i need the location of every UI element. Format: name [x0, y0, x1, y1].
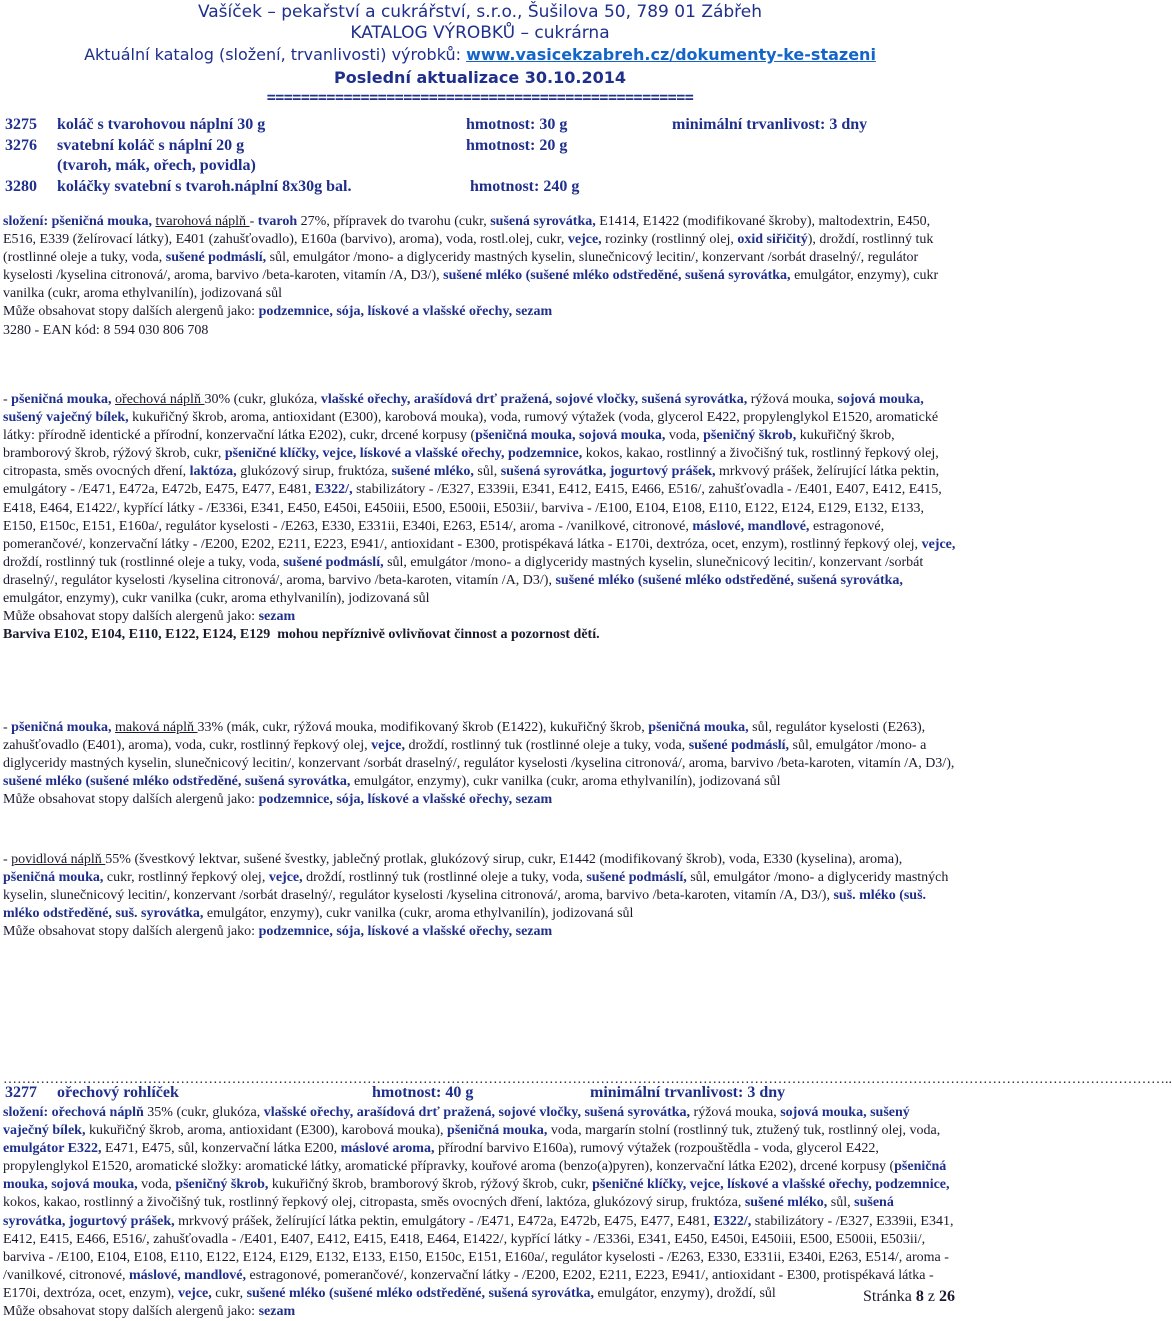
page-label: Stránka — [863, 1288, 916, 1305]
composition-3277: složení: ořechová náplň 35% (cukr, glukóza, vlašské ořechy, arašídová drť pražená, sojové vločky, sušená syrovátka, rýžová mouka, sojová mouka, sušený vaječný bílek, kukuřičný škrob, aroma, antioxidant (E300), karobová mouka), pšeničná mouka, voda, margarín stolní (rostlinný tuk, ztužený tuk, rostlinný olej, voda, emulgátor E322, E471, E475, sůl, konzervační látka E200, máslové aroma, přírodní barvivo E160a), rumový výtažek (rozpouštědla - voda, glycerol E422, propylenglykol E1520, aromatické složky: aromatické látky, aromatické přípravky, kouřové aroma (benzo(a)pyren), konzervační látka E202), drcené korpusy (pšeničná mouka, sojová mouka, voda, pšeničný škrob, kukuřičný škrob, bramborový škrob, rýžový škrob, cukr, pšeničné klíčky, vejce, lískové a vlašské ořechy, podzemnice, kokos, kakao, rostlinný a živočišný tuk, rostlinný řepkový olej, citropasta, směs ovocných dření, laktóza, glukózový sirup, fruktóza, sušené mléko, sůl, sušená syrovátka, jogurtový prášek, mrkvový prášek, želírující látka pektin, emulgátory - /E471, E472a, E472b, E475, E477, E481, E322/, stabilizátory - /E327, E339ii, E341, E412, E415, E466, E516/, zahušťovadla - /E401, E407, E412, E415, E418, E464, E1422/, kypřící látky - /E336i, E341, E450, E450i, E450iii, E500, E500ii, E503ii/, barviva - /E100, E104, E108, E110, E122, E124, E129, E132, E133, E150, E150c, E151, E160a/, regulátor kyselosti - /E263, E330, E331ii, E340i, E263, E514/, aroma - /vanilkové, citronové, máslové, mandlové, estragonové, pomerančové/, konzervační látky - /E200, E202, E211, E223, E941/, antioxidant - E300, protispékavá látka - E170i, dextróza, ocet, enzym), vejce, cukr, sušené mléko (sušené mléko odstředěné, sušená syrovátka, emulgátor, enzymy), droždí, sůl Může obsahovat stopy dalších alergenů jako: sezam — [3, 1105, 954, 1320]
composition-plum-filling: - povidlová náplň 55% (švestkový lektvar, sušené švestky, jablečný protlak, glukózový sirup, cukr, E1442 (modifikovaný škrob), voda, E330 (kyselina), aroma), pšeničná mouka, cukr, rostlinný řepkový olej, vejce, droždí, rostlinný tuk (rostlinné oleje a tuky, voda, sušené podmáslí, sůl, emulgátor /mono- a diglyceridy mastných kyselin, slunečnicový lecitin/, konzervant /sorbát draselný/, regulátor kyselosti /kyselina citronová/, aroma, barvivo /beta-karoten, vitamín /A, D3/), suš. mléko (suš. mléko odstředěné, suš. syrovátka, emulgátor, enzymy), cukr vanilka (cukr, aroma ethylvanilín), jodizovaná sůl Může obsahovat stopy dalších alergenů jako: podzemnice, sója, lískové a vlašské ořechy, sezam — [3, 852, 949, 940]
last-update: Poslední aktualizace 30.10.2014 — [334, 68, 626, 87]
catalog-title: KATALOG VÝROBKŮ – cukrárna — [350, 23, 610, 43]
company-header: Vašíček – pekařství a cukrářství, s.r.o., Šušilova 50, 789 01 Zábřeh — [197, 2, 763, 22]
product-shelf-3275: minimální trvanlivost: 3 dny — [672, 116, 868, 133]
product-weight-3276: hmotnost: 20 g — [466, 137, 568, 154]
product-code-3275: 3275 — [5, 116, 37, 133]
ean-code: 3280 - EAN kód: 8 594 030 806 708 — [3, 322, 209, 338]
page-number — [863, 1288, 955, 1306]
composition-3280: složení: pšeničná mouka, tvarohová náplň - tvaroh 27%, přípravek do tvarohu (cukr, sušená syrovátka, E1414, E1422 (modifikované škroby), maltodextrin, E450, E516, E339 (želírovací látky), E401 (zahušťovadlo), E160a (barvivo), aroma), voda, rostl.olej, cukr, vejce, rozinky (rostlinný olej, oxid siřičitý), droždí, rostlinný tuk (rostlinné oleje a tuky, voda, sušené podmáslí, sůl, emulgátor /mono- a diglyceridy mastných kyselin, slunečnicový lecitin/, konzervant /sorbát draselný/, regulátor kyselosti /kyselina citronová/, aroma, barvivo /beta-karoten, vitamín /A, D3/), sušené mléko (sušené mléko odstředěné, sušená syrovátka, emulgátor, enzymy), cukr vanilka (cukr, aroma ethylvanilín), jodizovaná sůl Může obsahovat stopy dalších alergenů jako: podzemnice, sója, lískové a vlašské ořechy, sezam 3280 - EAN kód: 8 594 030 806 708 — [3, 213, 957, 340]
header-rule: ================================================== — [266, 88, 694, 106]
page-total: 26 — [939, 1288, 955, 1305]
product-weight-3277: hmotnost: 40 g — [372, 1084, 474, 1101]
composition-nut-filling: - pšeničná mouka, ořechová náplň 30% (cukr, glukóza, vlašské ořechy, arašídová drť pražená, sojové vločky, sušená syrovátka, rýžová mouka, sojová mouka, sušený vaječný bílek, kukuřičný škrob, aroma, antioxidant (E300), karobová mouka), voda, rumový výtažek (voda, glycerol E422, propylenglykol E1520, aromatické látky: přírodně identické a přírodní, konzervační látka E202), cukr, drcené korpusy (pšeničná mouka, sojová mouka, voda, pšeničný škrob, kukuřičný škrob, bramborový škrob, rýžový škrob, cukr, pšeničné klíčky, vejce, lískové a vlašské ořechy, podzemnice, kokos, kakao, rostlinný a živočišný tuk, rostlinný řepkový olej, citropasta, směs ovocných dření, laktóza, glukózový sirup, fruktóza, sušené mléko, sůl, sušená syrovátka, jogurtový prášek, mrkvový prášek, želírující látka pektin, emulgátory - /E471, E472a, E472b, E475, E477, E481, E322/, stabilizátory - /E327, E339ii, E341, E412, E415, E466, E516/, zahušťovadla - /E401, E407, E412, E415, E418, E464, E1422/, kypřící látky - /E336i, E341, E450, E450i, E450iii, E500, E500ii, E503ii/, barviva - /E100, E104, E108, E110, E122, E124, E129, E132, E133, E150, E150c, E151, E160a/, regulátor kyselosti - /E263, E330, E331ii, E340i, E263, E514/, aroma - /vanilkové, citronové, máslové, mandlové, estragonové, pomerančové/, konzervační látky - /E200, E202, E211, E223, E941/, antioxidant - E300, protispékavá látka - E170i, dextróza, ocet, enzym), rostlinný řepkový olej, vejce, droždí, rostlinný tuk (rostlinné oleje a tuky, voda, sušené podmáslí, sůl, emulgátor /mono- a diglyceridy mastných kyselin, slunečnicový lecitin/, konzervant /sorbát draselný/, regulátor kyselosti /kyselina citronová/, aroma, barvivo /beta-karoten, vitamín /A, D3/), sušené mléko (sušené mléko odstředěné, sušená syrovátka, emulgátor, enzymy), cukr vanilka (cukr, aroma ethylvanilín), jodizovaná sůl Může obsahovat stopy dalších alergenů jako: sezam Barviva E102, E104, E110, E122, E124, E129 mohou nepříznivě ovlivňovat činnost a pozornost dětí. — [3, 392, 956, 643]
download-link[interactable]: www.vasicekzabreh.cz/dokumenty-ke-stazeni — [466, 45, 876, 64]
product-shelf-3277: minimální trvanlivost: 3 dny — [590, 1084, 786, 1101]
product-code-3276: 3276 — [5, 137, 37, 154]
catalog-note — [0, 45, 960, 64]
page-sep: z — [923, 1288, 939, 1305]
product-name-3276: svatební koláč s náplní 20 g — [57, 137, 245, 154]
product-name-3277: ořechový rohlíček — [57, 1084, 179, 1101]
product-code-3277: 3277 — [5, 1084, 37, 1101]
product-variants-3276: (tvaroh, mák, ořech, povidla) — [57, 157, 256, 174]
product-weight-3275: hmotnost: 30 g — [466, 116, 568, 133]
page-current: 8 — [915, 1288, 924, 1305]
dotted-separator: …………………………………………………………………………………………………………………………………………………………………………………………………………………………….. — [3, 1072, 1172, 1087]
catalog-note-text: Aktuální katalog (složení, trvanlivosti) výrobků: — [84, 45, 467, 64]
composition-poppy-filling: - pšeničná mouka, maková náplň 33% (mák, cukr, rýžová mouka, modifikovaný škrob (E1422), kukuřičný škrob, pšeničná mouka, sůl, regulátor kyselosti (E263), zahušťovadlo (E401), aroma), voda, cukr, rostlinný řepkový olej, vejce, droždí, rostlinný tuk (rostlinné oleje a tuky, voda, sušené podmáslí, sůl, emulgátor /mono- a diglyceridy mastných kyselin, slunečnicový lecitin/, konzervant /sorbát draselný/, regulátor kyselosti /kyselina citronová/, aroma, barvivo /beta-karoten, vitamín /A, D3/), sušené mléko (sušené mléko odstředěné, sušená syrovátka, emulgátor, enzymy), cukr vanilka (cukr, aroma ethylvanilín), jodizovaná sůl Může obsahovat stopy dalších alergenů jako: podzemnice, sója, lískové a vlašské ořechy, sezam — [3, 720, 955, 808]
product-code-3280: 3280 — [5, 178, 37, 195]
product-name-3280: koláčky svatební s tvaroh.náplní 8x30g bal. — [57, 178, 352, 195]
product-weight-3280: hmotnost: 240 g — [470, 178, 580, 195]
product-name-3275: koláč s tvarohovou náplní 30 g — [57, 116, 266, 133]
